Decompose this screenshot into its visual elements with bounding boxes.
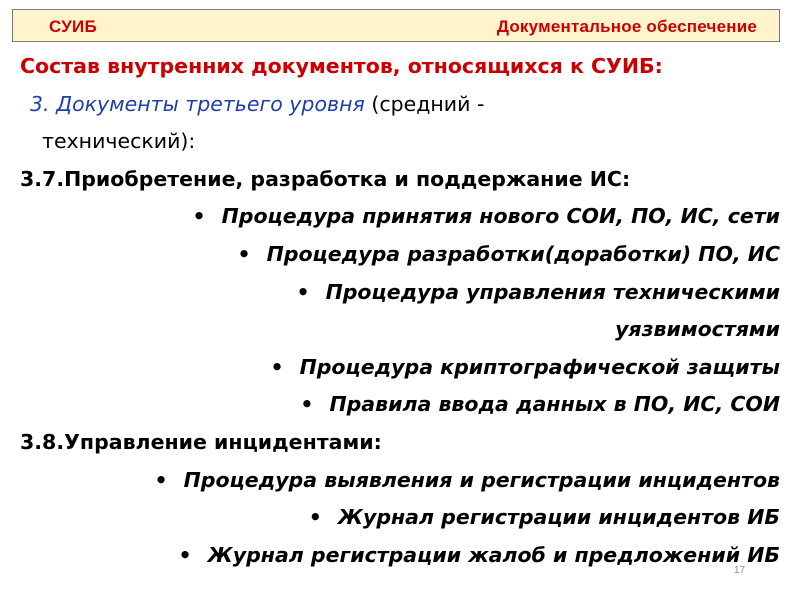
section-37-list xyxy=(20,198,780,424)
slide-header xyxy=(12,9,780,42)
slide-content xyxy=(20,48,780,574)
header-left-label: СУИБ xyxy=(49,17,97,36)
list-item xyxy=(20,274,780,312)
bullet-icon: • xyxy=(300,392,314,417)
level-rest-2: технический): xyxy=(42,129,196,154)
page-number: 17 xyxy=(734,565,746,576)
list-item xyxy=(20,537,780,575)
bullet-icon: • xyxy=(270,354,284,379)
list-item-continuation xyxy=(20,311,780,349)
list-item-label: Процедура криптографической защиты xyxy=(299,354,780,379)
slide-title: Состав внутренних документов, относящихся к СУИБ: xyxy=(20,54,663,78)
list-item-label: уязвимостями xyxy=(615,317,780,342)
section-38-list xyxy=(20,462,780,575)
header-right-label: Документальное обеспечение xyxy=(496,17,757,36)
list-item xyxy=(20,499,780,537)
list-item xyxy=(20,198,780,236)
list-item-label: Процедура управления техническими xyxy=(325,279,780,304)
list-item-label: Журнал регистрации инцидентов ИБ xyxy=(337,505,780,530)
list-item xyxy=(20,349,780,387)
list-item xyxy=(20,386,780,424)
list-item-label: Процедура разработки(доработки) ПО, ИС xyxy=(266,241,780,266)
bullet-icon: • xyxy=(237,241,251,266)
level-highlight: 3. Документы третьего уровня xyxy=(30,91,365,116)
list-item-label: Журнал регистрации жалоб и предложений ИБ xyxy=(207,542,780,567)
section-38-heading: 3.8.Управление инцидентами: xyxy=(20,429,382,454)
bullet-icon: • xyxy=(296,279,310,304)
level-heading xyxy=(20,86,780,124)
list-item-label: Процедура принятия нового СОИ, ПО, ИС, сети xyxy=(221,204,780,229)
bullet-icon: • xyxy=(192,204,206,229)
list-item-label: Процедура выявления и регистрации инцидентов xyxy=(183,467,780,492)
bullet-icon: • xyxy=(154,467,168,492)
bullet-icon: • xyxy=(178,542,192,567)
list-item xyxy=(20,236,780,274)
list-item xyxy=(20,462,780,500)
list-item-label: Правила ввода данных в ПО, ИС, СОИ xyxy=(329,392,780,417)
bullet-icon: • xyxy=(308,505,322,530)
level-rest-1: (средний - xyxy=(364,91,485,116)
section-37-heading: 3.7.Приобретение, разработка и поддержание ИС: xyxy=(20,166,631,191)
